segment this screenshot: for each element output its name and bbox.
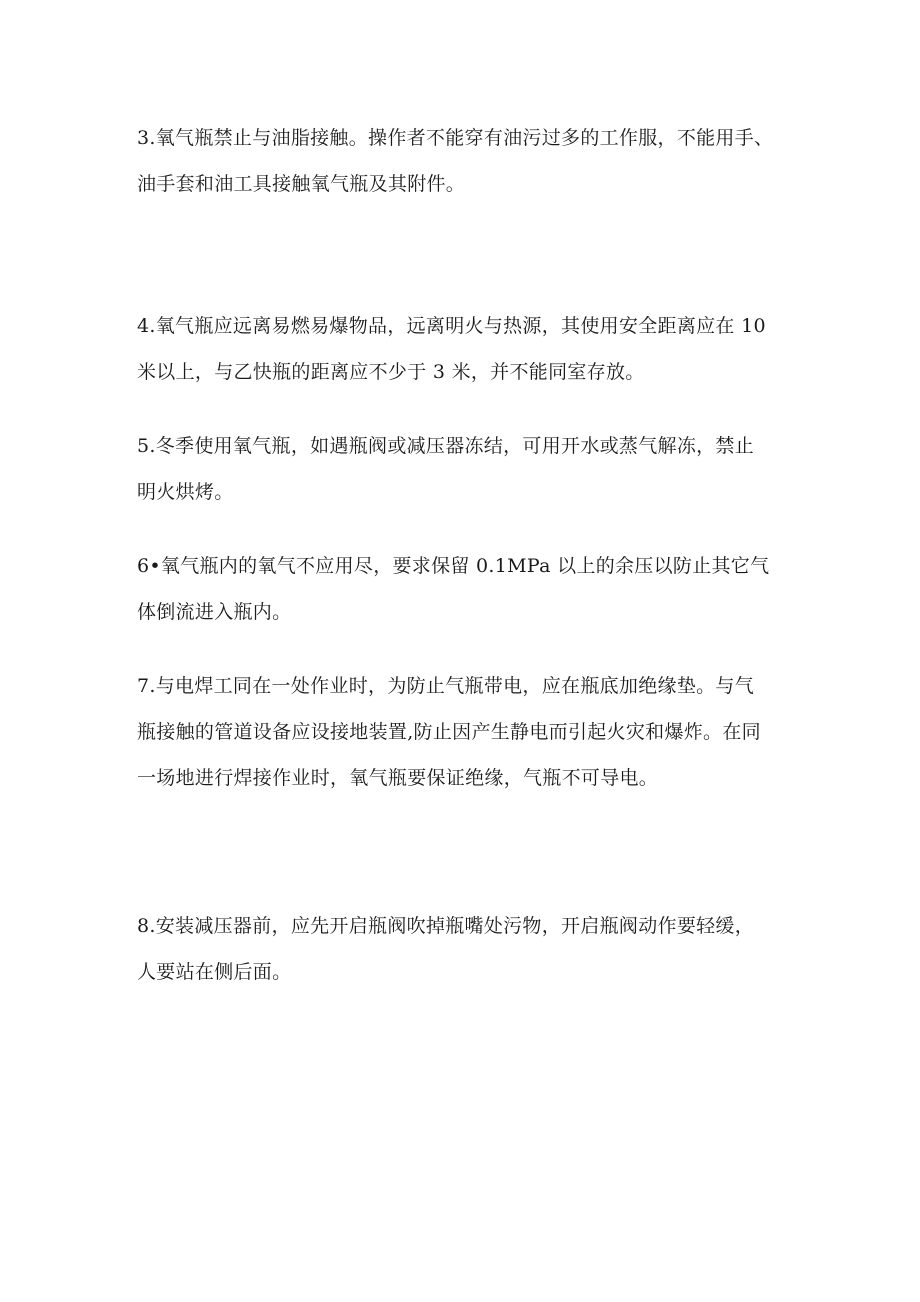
paragraph-item-6 xyxy=(137,543,797,635)
paragraph-line: 体倒流进入瓶内。 xyxy=(137,601,292,623)
paragraph-line: 7.与电焊工同在一处作业时，为防止气瓶带电，应在瓶底加绝缘垫。与气 xyxy=(137,675,755,697)
paragraph-line: 米以上，与乙快瓶的距离应不少于 3 米，并不能同室存放。 xyxy=(137,361,645,383)
paragraph-line: 明火烘烤。 xyxy=(137,481,234,503)
paragraph-line: 瓶接触的管道设备应设接地装置,防止因产生静电而引起火灾和爆炸。在同 xyxy=(137,721,761,743)
paragraph-item-4 xyxy=(137,303,797,395)
paragraph-line: 人要站在侧后面。 xyxy=(137,961,292,983)
paragraph-line: 4.氧气瓶应远离易燃易爆物品，远离明火与热源，其使用安全距离应在 10 xyxy=(137,315,766,337)
paragraph-line: 8.安装减压器前，应先开启瓶阀吹掉瓶嘴处污物，开启瓶阀动作要轻缓， xyxy=(137,915,755,937)
paragraph-line: 3.氧气瓶禁止与油脂接触。操作者不能穿有油污过多的工作服，不能用手、 xyxy=(137,127,774,149)
paragraph-line: 一场地进行焊接作业时，氧气瓶要保证绝缘，气瓶不可导电。 xyxy=(137,767,659,789)
paragraph-item-3 xyxy=(137,115,797,207)
paragraph-line: 5.冬季使用氧气瓶，如遇瓶阀或减压器冻结，可用开水或蒸气解冻，禁止 xyxy=(137,435,755,457)
paragraph-line: 油手套和油工具接触氧气瓶及其附件。 xyxy=(137,173,466,195)
paragraph-line: 6•氧气瓶内的氧气不应用尽，要求保留 0.1MPa 以上的余压以防止其它气 xyxy=(137,555,770,577)
paragraph-item-8 xyxy=(137,903,797,995)
paragraph-item-7 xyxy=(137,663,797,801)
paragraph-item-5 xyxy=(137,423,797,515)
